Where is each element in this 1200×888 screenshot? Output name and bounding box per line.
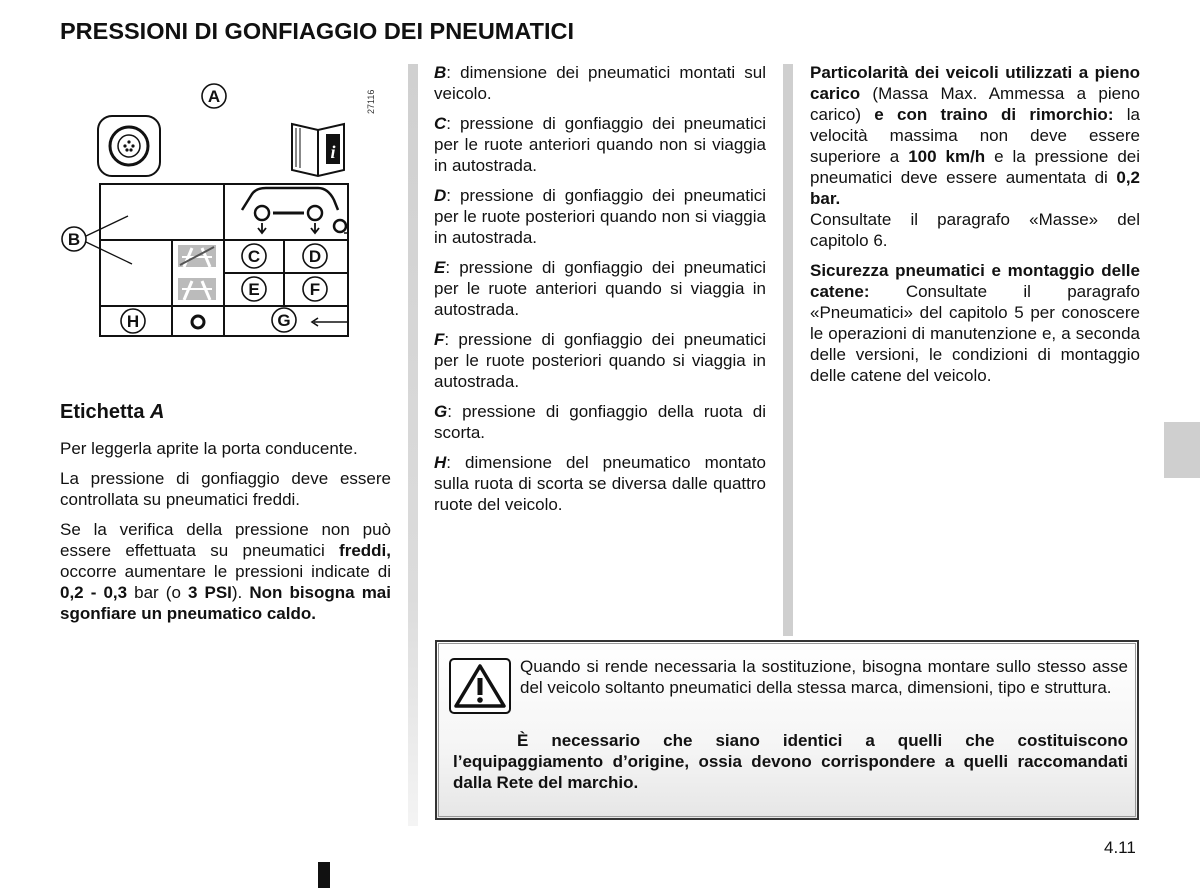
svg-text:A: A: [207, 87, 221, 106]
legend-item-f: F: pressione di gonfiaggio dei pneumatici per le ruote posteriori quando si viaggia in autostrada.: [434, 330, 766, 391]
warning-icon: [449, 658, 511, 714]
legend-item-c: C: pressione di gonfiaggio dei pneumatici per le ruote anteriori quando non si viaggia in autostrada.: [434, 114, 766, 175]
svg-text:E: E: [248, 280, 260, 299]
label-f: [303, 277, 327, 301]
label-c: [242, 244, 266, 268]
legend-item-h: H: dimensione del pneumatico montato sulla ruota di scorta se diversa dalle quattro ruote del veicolo.: [434, 453, 766, 514]
column-3: [810, 62, 1140, 395]
heading-letter: A: [150, 401, 165, 423]
svg-text:D: D: [308, 247, 322, 266]
label-e: [242, 277, 266, 301]
column-separator: [408, 64, 418, 826]
paragraph: La pressione di gonfiaggio deve essere controllata su pneumatici freddi.: [60, 469, 391, 509]
label-a: [202, 84, 226, 108]
svg-text:C: C: [247, 247, 261, 266]
svg-text:G: G: [277, 311, 291, 330]
label-h: [121, 309, 145, 333]
paragraph: Se la verifica della pressione non può essere effettuata su pneumatici freddi, occorre aumentare le pressioni indicate di 0,2 - 0,3 bar (o 3 PSI). Non bisogna mai sgonfiare un pneumatico caldo.: [60, 520, 391, 623]
tyre-icon: [98, 116, 160, 176]
section-heading: [60, 401, 164, 424]
svg-text:F: F: [309, 280, 321, 299]
column-separator: [783, 64, 793, 636]
chapter-tab: [1164, 422, 1200, 478]
manual-book-icon: [292, 124, 344, 176]
page-title: PRESSIONI DI GONFIAGGIO DEI PNEUMATICI: [60, 18, 574, 44]
vehicle-icon: [242, 188, 338, 233]
diagram-code: 27116: [366, 89, 376, 114]
paragraph-load: Particolarità dei veicoli utilizzati a pieno carico (Massa Max. Ammessa a pieno carico) e con traino di rimorchio: la velocità massima non deve essere superiore a 100 km/h e la pressione dei pneumatici deve essere aumentata di 0,2 bar.: [810, 63, 1141, 208]
legend-item-b: B: dimensione dei pneumatici montati sul veicolo.: [434, 63, 766, 103]
legend-item-e: E: pressione di gonfiaggio dei pneumatici per le ruote anteriori quando si viaggia in autostrada.: [434, 258, 766, 319]
svg-text:H: H: [126, 312, 140, 331]
column-2: [434, 62, 766, 524]
legend-item-g: G: pressione di gonfiaggio della ruota di scorta.: [434, 402, 766, 442]
legend-item-d: D: pressione di gonfiaggio dei pneumatici per le ruote posteriori quando non si viaggia in autostrada.: [434, 186, 766, 247]
highway-icon: [178, 278, 216, 300]
warning-text: Quando si rende necessaria la sostituzione, bisogna montare sullo stesso asse del veicolo soltanto pneumatici della stessa marca, dimensioni, tipo e struttura.: [520, 657, 1128, 697]
paragraph-masses-ref: Consultate il paragrafo «Masse» del capitolo 6.: [810, 210, 1140, 250]
page-number: 4.11: [1104, 838, 1136, 857]
label-g: [272, 308, 296, 332]
warning-box: [435, 640, 1139, 820]
paragraph-chains: Sicurezza pneumatici e montaggio delle catene: Consultate il paragrafo «Pneumatici» del capitolo 5 per conoscere le operazioni di manutenzione e, a seconda delle versioni, le condizioni di montaggio delle catene del veicolo.: [810, 261, 1140, 385]
warning-text-bold: È necessario che siano identici a quelli che costituiscono l’equipaggiamento d’origine, ossia devono corrispondere a quelli raccomandati dalla Rete del marchio.: [453, 731, 1128, 792]
print-mark: [318, 862, 330, 888]
paragraph: Per leggerla aprite la porta conducente.: [60, 439, 358, 458]
svg-text:i: i: [330, 142, 336, 162]
label-d: [303, 244, 327, 268]
highway-crossed-icon: [178, 245, 216, 267]
wheel-small-icon: [192, 316, 204, 328]
warning-box-inner: [438, 643, 1136, 817]
svg-text:B: B: [67, 230, 81, 249]
column-1: [60, 438, 391, 633]
tyre-label-diagram: [56, 76, 396, 346]
heading-text: Etichetta: [60, 401, 151, 423]
